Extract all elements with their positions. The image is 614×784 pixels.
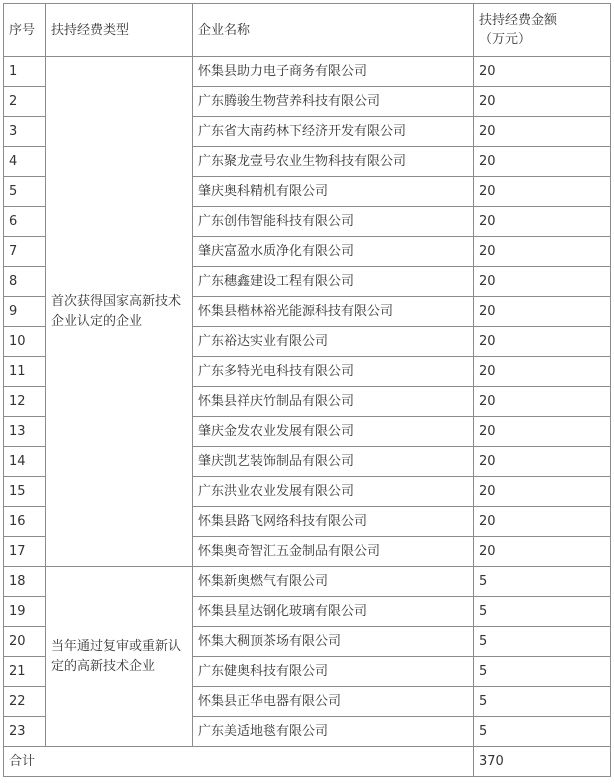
row-no: 8: [4, 267, 46, 297]
row-company-name: 肇庆奥科精机有限公司: [193, 177, 474, 207]
row-amount: 20: [474, 117, 611, 147]
row-company-name: 怀集县楷林裕光能源科技有限公司: [193, 297, 474, 327]
row-company-name: 怀集县星达钢化玻璃有限公司: [193, 597, 474, 627]
row-company-name: 怀集县路飞网络科技有限公司: [193, 507, 474, 537]
row-amount: 20: [474, 177, 611, 207]
header-no: 序号: [4, 4, 46, 57]
row-amount: 20: [474, 537, 611, 567]
row-amount: 20: [474, 357, 611, 387]
row-company-name: 肇庆凯艺装饰制品有限公司: [193, 447, 474, 477]
row-amount: 5: [474, 687, 611, 717]
table-row: [4, 57, 611, 87]
row-amount: 5: [474, 567, 611, 597]
row-amount: 20: [474, 237, 611, 267]
row-no: 15: [4, 477, 46, 507]
row-company-name: 广东聚龙壹号农业生物科技有限公司: [193, 147, 474, 177]
header-amount-line1: 扶持经费金额: [479, 13, 558, 28]
row-company-name: 广东健奥科技有限公司: [193, 657, 474, 687]
row-no: 16: [4, 507, 46, 537]
row-amount: 5: [474, 627, 611, 657]
row-amount: 20: [474, 57, 611, 87]
row-company-name: 怀集新奥燃气有限公司: [193, 567, 474, 597]
row-no: 5: [4, 177, 46, 207]
row-amount: 20: [474, 327, 611, 357]
row-no: 14: [4, 447, 46, 477]
row-amount: 20: [474, 207, 611, 237]
row-no: 9: [4, 297, 46, 327]
header-amount: [474, 4, 611, 57]
row-company-name: 怀集大稠顶茶场有限公司: [193, 627, 474, 657]
row-company-name: 广东腾骏生物营养科技有限公司: [193, 87, 474, 117]
group-type-cell: 当年通过复审或重新认定的高新技术企业: [46, 567, 193, 747]
row-no: 12: [4, 387, 46, 417]
row-amount: 5: [474, 717, 611, 747]
row-amount: 20: [474, 267, 611, 297]
row-no: 7: [4, 237, 46, 267]
row-company-name: 广东洪业农业发展有限公司: [193, 477, 474, 507]
row-no: 1: [4, 57, 46, 87]
row-no: 11: [4, 357, 46, 387]
row-company-name: 怀集县助力电子商务有限公司: [193, 57, 474, 87]
row-amount: 20: [474, 87, 611, 117]
row-amount: 20: [474, 417, 611, 447]
row-amount: 5: [474, 657, 611, 687]
row-company-name: 怀集县正华电器有限公司: [193, 687, 474, 717]
row-no: 22: [4, 687, 46, 717]
row-no: 6: [4, 207, 46, 237]
row-no: 3: [4, 117, 46, 147]
row-amount: 20: [474, 387, 611, 417]
total-amount: 370: [474, 747, 611, 777]
row-company-name: 广东美适地毯有限公司: [193, 717, 474, 747]
row-company-name: 广东省大南药林下经济开发有限公司: [193, 117, 474, 147]
total-row: [4, 747, 611, 777]
row-company-name: 怀集县祥庆竹制品有限公司: [193, 387, 474, 417]
row-no: 10: [4, 327, 46, 357]
group-type-cell: 首次获得国家高新技术企业认定的企业: [46, 57, 193, 567]
row-no: 23: [4, 717, 46, 747]
table-header-row: [4, 4, 611, 57]
row-no: 13: [4, 417, 46, 447]
row-company-name: 肇庆金发农业发展有限公司: [193, 417, 474, 447]
row-amount: 20: [474, 147, 611, 177]
row-no: 2: [4, 87, 46, 117]
row-company-name: 广东穗鑫建设工程有限公司: [193, 267, 474, 297]
table-row: [4, 567, 611, 597]
row-company-name: 广东创伟智能科技有限公司: [193, 207, 474, 237]
funding-table: [3, 3, 611, 777]
row-company-name: 广东多特光电科技有限公司: [193, 357, 474, 387]
row-company-name: 怀集奥奇智汇五金制品有限公司: [193, 537, 474, 567]
header-type: 扶持经费类型: [46, 4, 193, 57]
row-no: 19: [4, 597, 46, 627]
row-amount: 20: [474, 297, 611, 327]
total-label: 合计: [4, 747, 474, 777]
row-amount: 20: [474, 447, 611, 477]
row-amount: 20: [474, 477, 611, 507]
row-company-name: 肇庆富盈水质净化有限公司: [193, 237, 474, 267]
row-no: 17: [4, 537, 46, 567]
header-name: 企业名称: [193, 4, 474, 57]
row-no: 20: [4, 627, 46, 657]
row-amount: 5: [474, 597, 611, 627]
header-amount-line2: （万元）: [479, 32, 532, 47]
row-no: 21: [4, 657, 46, 687]
row-company-name: 广东裕达实业有限公司: [193, 327, 474, 357]
row-amount: 20: [474, 507, 611, 537]
row-no: 4: [4, 147, 46, 177]
row-no: 18: [4, 567, 46, 597]
